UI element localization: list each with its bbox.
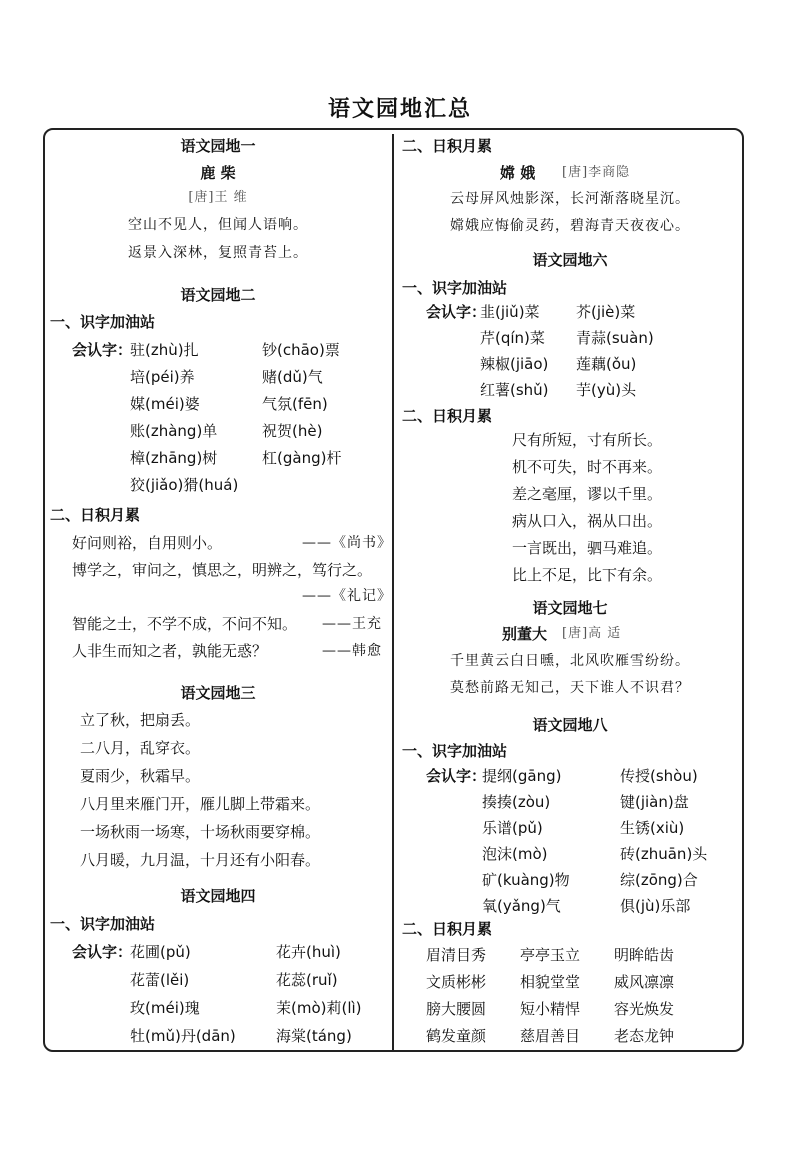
- heading-accumulate: 二、日积月累: [402, 407, 493, 425]
- char-item: 赌(dǔ)气: [262, 368, 323, 386]
- idiom-item: 膀大腰圆: [426, 1000, 487, 1018]
- idiom-item: 短小精悍: [520, 1000, 581, 1018]
- char-item: 泡沫(mò): [482, 845, 548, 863]
- char-item: 玫(méi)瑰: [130, 999, 200, 1017]
- char-item: 花蕊(ruǐ): [276, 971, 338, 989]
- poem-line: 嫦娥应悔偷灵药，碧海青天夜夜心。: [450, 218, 690, 234]
- char-item: 乐谱(pǔ): [482, 819, 543, 837]
- char-item: 账(zhàng)单: [130, 422, 218, 440]
- section-title-1: 语文园地一: [180, 137, 256, 155]
- char-item: 莲藕(ǒu): [576, 355, 637, 373]
- poem-line: 空山不见人，但闻人语响。: [128, 217, 308, 233]
- heading-accumulate: 二、日积月累: [50, 506, 141, 524]
- quote-line: 好问则裕，自用则小。: [72, 534, 223, 552]
- section-title-3: 语文园地三: [180, 684, 256, 702]
- section-title-8: 语文园地八: [532, 716, 608, 734]
- idiom-item: 眉清目秀: [426, 946, 487, 964]
- saying-line: 八月暖，九月温，十月还有小阳春。: [80, 851, 321, 869]
- poem-title-biedongda: 别董大: [502, 625, 548, 643]
- poem-line: 千里黄云白日曛，北风吹雁雪纷纷。: [450, 653, 690, 669]
- recognize-label: 会认字：: [426, 303, 487, 321]
- idiom-item: 容光焕发: [614, 1000, 675, 1018]
- heading-accumulate: 二、日积月累: [402, 137, 493, 155]
- saying-line: 夏雨少，秋霜早。: [80, 767, 201, 785]
- proverb-line: 机不可失，时不再来。: [512, 458, 663, 476]
- proverb-line: 差之毫厘，谬以千里。: [512, 485, 663, 503]
- section-title-2: 语文园地二: [180, 286, 256, 304]
- char-item: 驻(zhù)扎: [130, 341, 199, 359]
- char-item: 花卉(huì): [276, 943, 341, 961]
- char-item: 砖(zhuān)头: [620, 845, 708, 863]
- char-item: 茉(mò)莉(lì): [276, 999, 362, 1017]
- poem-line: 莫愁前路无知己，天下谁人不识君？: [450, 680, 690, 696]
- char-item: 辣椒(jiāo): [480, 355, 549, 373]
- char-item: 俱(jù)乐部: [620, 897, 691, 915]
- char-item: 牡(mǔ)丹(dān): [130, 1027, 236, 1045]
- quote-source: ——《尚书》: [302, 535, 392, 551]
- idiom-item: 鹤发童颜: [426, 1027, 487, 1045]
- idiom-item: 相貌堂堂: [520, 973, 581, 991]
- idiom-item: 威风凛凛: [614, 973, 675, 991]
- char-item: 传授(shòu): [620, 767, 698, 785]
- quote-source: ——韩愈: [322, 643, 382, 659]
- char-item: 花圃(pǔ): [130, 943, 191, 961]
- recognize-label: 会认字：: [72, 341, 133, 359]
- char-item: 红薯(shǔ): [480, 381, 549, 399]
- page-title: 语文园地汇总: [327, 97, 472, 122]
- quote-line: 博学之，审问之，慎思之，明辨之，笃行之。: [72, 561, 373, 579]
- saying-line: 二八月，乱穿衣。: [80, 739, 201, 757]
- char-item: 媒(méi)婆: [130, 395, 200, 413]
- poem-author-change: [唐]李商隐: [562, 165, 631, 180]
- proverb-line: 一言既出，驷马难追。: [512, 539, 663, 557]
- char-item: 培(péi)养: [130, 368, 195, 386]
- char-item: 海棠(táng): [276, 1027, 352, 1045]
- idiom-item: 慈眉善目: [520, 1027, 581, 1045]
- recognize-label: 会认字：: [72, 943, 133, 961]
- section-title-6: 语文园地六: [532, 251, 608, 269]
- heading-literacy: 一、识字加油站: [402, 279, 508, 297]
- poem-title-luzhai: 鹿 柴: [200, 164, 236, 182]
- char-item: 键(jiàn)盘: [620, 793, 689, 811]
- char-item: 综(zōng)合: [620, 871, 698, 889]
- poem-line: 云母屏风烛影深，长河渐落晓星沉。: [450, 191, 690, 207]
- char-item: 狡(jiǎo)猾(huá): [130, 476, 239, 494]
- char-item: 钞(chāo)票: [262, 341, 340, 359]
- heading-literacy: 一、识字加油站: [50, 915, 156, 933]
- char-item: 韭(jiǔ)菜: [480, 303, 540, 321]
- char-item: 芹(qín)菜: [480, 329, 545, 347]
- proverb-line: 病从口入，祸从口出。: [512, 512, 663, 530]
- char-item: 芋(yù)头: [576, 381, 637, 399]
- char-item: 生锈(xiù): [620, 819, 685, 837]
- quote-source: ——王充: [322, 616, 382, 632]
- poem-line: 返景入深林，复照青苔上。: [128, 245, 308, 261]
- idiom-item: 老态龙钟: [614, 1027, 675, 1045]
- char-item: 花蕾(lěi): [130, 971, 190, 989]
- column-divider: [392, 134, 394, 1050]
- char-item: 祝贺(hè): [262, 422, 323, 440]
- recognize-label: 会认字：: [426, 767, 487, 785]
- char-item: 揍揍(zòu): [482, 793, 551, 811]
- char-item: 樟(zhāng)树: [130, 449, 218, 467]
- saying-line: 八月里来雁门开，雁儿脚上带霜来。: [80, 795, 321, 813]
- idiom-item: 亭亭玉立: [520, 946, 581, 964]
- saying-line: 一场秋雨一场寒，十场秋雨要穿棉。: [80, 823, 321, 841]
- char-item: 气氛(fēn): [262, 395, 328, 413]
- idiom-item: 明眸皓齿: [614, 946, 675, 964]
- proverb-line: 比上不足，比下有余。: [512, 566, 663, 584]
- heading-literacy: 一、识字加油站: [50, 313, 156, 331]
- idiom-item: 文质彬彬: [426, 973, 487, 991]
- char-item: 氧(yǎng)气: [482, 897, 561, 915]
- char-item: 杠(gàng)杆: [262, 449, 342, 467]
- poem-title-change: 嫦 娥: [500, 164, 536, 182]
- quote-source: ——《礼记》: [302, 588, 392, 604]
- char-item: 提纲(gāng): [482, 767, 562, 785]
- heading-accumulate: 二、日积月累: [402, 920, 493, 938]
- quote-line: 人非生而知之者，孰能无惑？: [72, 642, 268, 660]
- saying-line: 立了秋，把扇丢。: [80, 711, 201, 729]
- heading-literacy: 一、识字加油站: [402, 742, 508, 760]
- char-item: 青蒜(suàn): [576, 329, 654, 347]
- char-item: 芥(jiè)菜: [576, 303, 636, 321]
- proverb-line: 尺有所短，寸有所长。: [512, 431, 663, 449]
- char-item: 矿(kuàng)物: [482, 871, 570, 889]
- section-title-4: 语文园地四: [180, 887, 256, 905]
- quote-line: 智能之士，不学不成，不问不知。: [72, 615, 298, 633]
- section-title-7: 语文园地七: [532, 599, 608, 617]
- poem-author-luzhai: [唐]王 维: [188, 190, 248, 205]
- poem-author-biedongda: [唐]高 适: [562, 626, 622, 641]
